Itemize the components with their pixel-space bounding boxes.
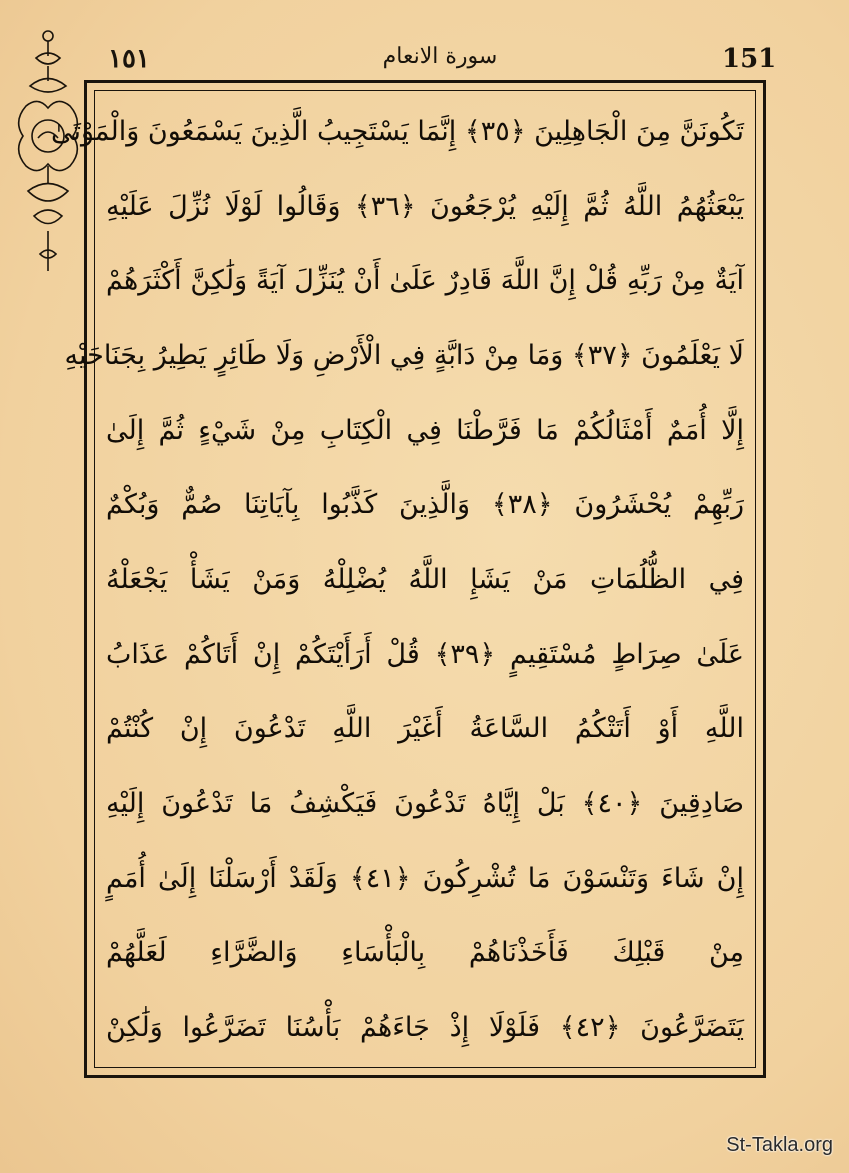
verse-line: اللَّهِ أَوْ أَتَتْكُمُ السَّاعَةُ أَغَيْرَ اللَّهِ تَدْعُونَ إِنْ كُنْتُمْ [106,713,744,745]
verse-line: صَادِقِينَ ﴿٤٠﴾ بَلْ إِيَّاهُ تَدْعُونَ فَيَكْشِفُ مَا تَدْعُونَ إِلَيْهِ [106,787,745,819]
surah-title: سورة الانعام [382,44,498,69]
verse-block [50,100,745,1060]
verse-line: فِي الظُّلُمَاتِ مَنْ يَشَإِ اللَّهُ يُضْلِلْهُ وَمَنْ يَشَأْ يَجْعَلْهُ [106,563,744,595]
watermark-text: St-Takla.org [726,1134,833,1156]
verse-line: لَا يَعْلَمُونَ ﴿٣٧﴾ وَمَا مِنْ دَابَّةٍ فِي الْأَرْضِ وَلَا طَائِرٍ يَطِيرُ بِجَنَاحَيْهِ [64,339,744,371]
verse-line: يَتَضَرَّعُونَ ﴿٤٢﴾ فَلَوْلَا إِذْ جَاءَهُمْ بَأْسُنَا تَضَرَّعُوا وَلَٰكِنْ [106,1011,744,1043]
page-number-latin: 151 [722,44,777,74]
verse-line: مِنْ قَبْلِكَ فَأَخَذْنَاهُمْ بِالْبَأْسَاءِ وَالضَّرَّاءِ لَعَلَّهُمْ [106,937,744,969]
verse-line: آيَةٌ مِنْ رَبِّهِ قُلْ إِنَّ اللَّهَ قَادِرٌ عَلَىٰ أَنْ يُنَزِّلَ آيَةً وَلَٰكِنَّ أَكْثَرَهُمْ [106,265,744,297]
verse-line: يَبْعَثُهُمُ اللَّهُ ثُمَّ إِلَيْهِ يُرْجَعُونَ ﴿٣٦﴾ وَقَالُوا لَوْلَا نُزِّلَ عَلَيْهِ [106,190,744,222]
verse-line: إِلَّا أُمَمٌ أَمْثَالُكُمْ مَا فَرَّطْنَا فِي الْكِتَابِ مِنْ شَيْءٍ ثُمَّ إِلَىٰ [106,414,744,446]
verse-line: تَكُونَنَّ مِنَ الْجَاهِلِينَ ﴿٣٥﴾ إِنَّمَا يَسْتَجِيبُ الَّذِينَ يَسْمَعُونَ وَالْمَوْتَىٰ [50,116,744,147]
verse-line: عَلَىٰ صِرَاطٍ مُسْتَقِيمٍ ﴿٣٩﴾ قُلْ أَرَأَيْتَكُمْ إِنْ أَتَاكُمْ عَذَابُ [106,638,744,670]
verse-line: إِنْ شَاءَ وَتَنْسَوْنَ مَا تُشْرِكُونَ ﴿٤١﴾ وَلَقَدْ أَرْسَلْنَا إِلَىٰ أُمَمٍ [106,862,744,894]
verse-line: رَبِّهِمْ يُحْشَرُونَ ﴿٣٨﴾ وَالَّذِينَ كَذَّبُوا بِآيَاتِنَا صُمٌّ وَبُكْمٌ [106,489,744,521]
page-number-arabic: ١٥١ [108,44,150,74]
